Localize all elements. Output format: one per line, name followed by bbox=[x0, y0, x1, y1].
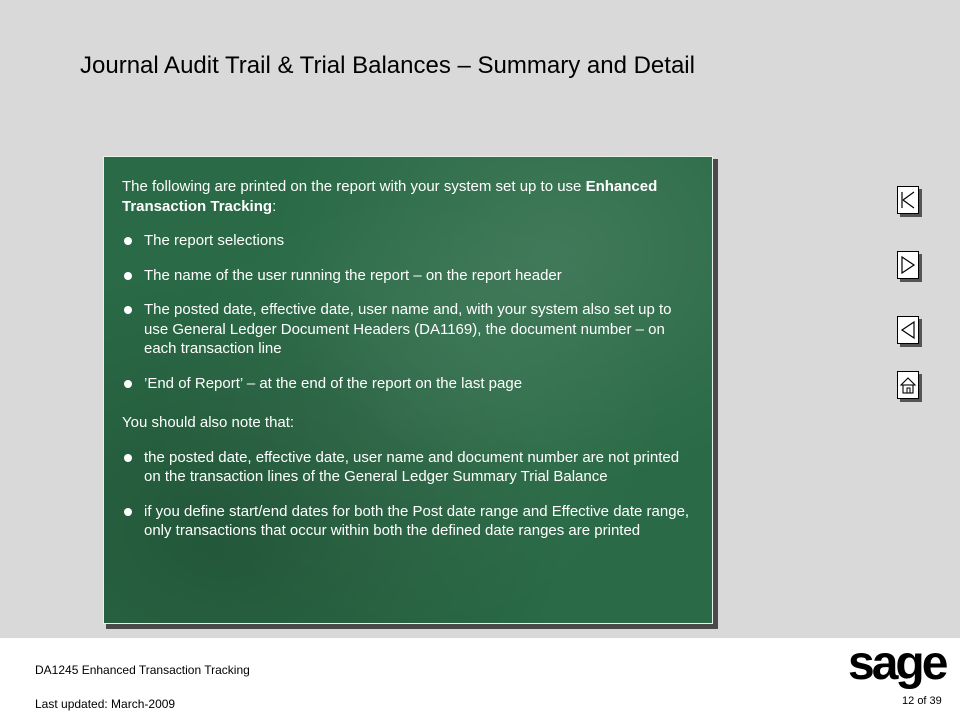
first-slide-button[interactable] bbox=[897, 186, 919, 214]
list-item bbox=[122, 502, 697, 541]
list-item-text: The report selections bbox=[144, 232, 285, 249]
note-heading: You should also note that: bbox=[122, 414, 295, 431]
list-item bbox=[122, 300, 697, 359]
slide-title: Journal Audit Trail & Trial Balances – Summary and Detail bbox=[80, 52, 695, 79]
list-item bbox=[122, 266, 697, 286]
previous-slide-button[interactable] bbox=[897, 316, 919, 344]
list-item-text: The posted date, effective date, user name and, with your system also set up to use General Ledger Document Headers (DA1169), the document number – on each transaction line bbox=[144, 301, 672, 357]
previous-slide-icon bbox=[898, 317, 918, 343]
list-item bbox=[122, 374, 697, 394]
first-slide-icon bbox=[898, 187, 918, 213]
home-icon bbox=[898, 372, 918, 398]
next-slide-button[interactable] bbox=[897, 251, 919, 279]
bullet-icon bbox=[124, 380, 132, 388]
bullet-icon bbox=[124, 237, 132, 245]
list-item bbox=[122, 231, 697, 251]
bullet-icon bbox=[124, 508, 132, 516]
bullet-icon bbox=[124, 454, 132, 462]
list-item-text: if you define start/end dates for both the Post date range and Effective date range, only transactions that occur within both the defined date ranges are printed bbox=[144, 502, 690, 539]
bullet-icon bbox=[124, 306, 132, 314]
sage-logo: sage bbox=[848, 637, 946, 690]
course-title: DA1245 Enhanced Transaction Tracking bbox=[35, 663, 250, 677]
intro-bold-term: Enhanced Transaction Tracking bbox=[122, 178, 658, 215]
list-item-text: The name of the user running the report – on the report header bbox=[144, 266, 562, 284]
content-board bbox=[103, 156, 713, 624]
page-number bbox=[902, 695, 942, 707]
list-item-text: the posted date, effective date, user name and document number are not printed on the transaction lines of the General Ledger Summary Trial Balance bbox=[144, 448, 680, 485]
printed-items-list bbox=[122, 231, 697, 393]
bullet-icon bbox=[124, 272, 132, 280]
board-content bbox=[122, 177, 697, 541]
intro-text: The following are printed on the report with your system set up to use bbox=[122, 178, 586, 195]
last-updated: Last updated: March-2009 bbox=[35, 697, 176, 711]
list-item-text: ’End of Report’ – at the end of the report on the last page bbox=[144, 374, 523, 392]
intro-end: : bbox=[272, 197, 277, 215]
next-slide-icon bbox=[898, 252, 918, 278]
intro-paragraph bbox=[122, 177, 697, 216]
page-current: 12 bbox=[902, 695, 915, 707]
home-button[interactable] bbox=[897, 371, 919, 399]
note-items-list bbox=[122, 448, 697, 541]
page-total: of 39 bbox=[917, 695, 942, 707]
list-item bbox=[122, 448, 697, 487]
